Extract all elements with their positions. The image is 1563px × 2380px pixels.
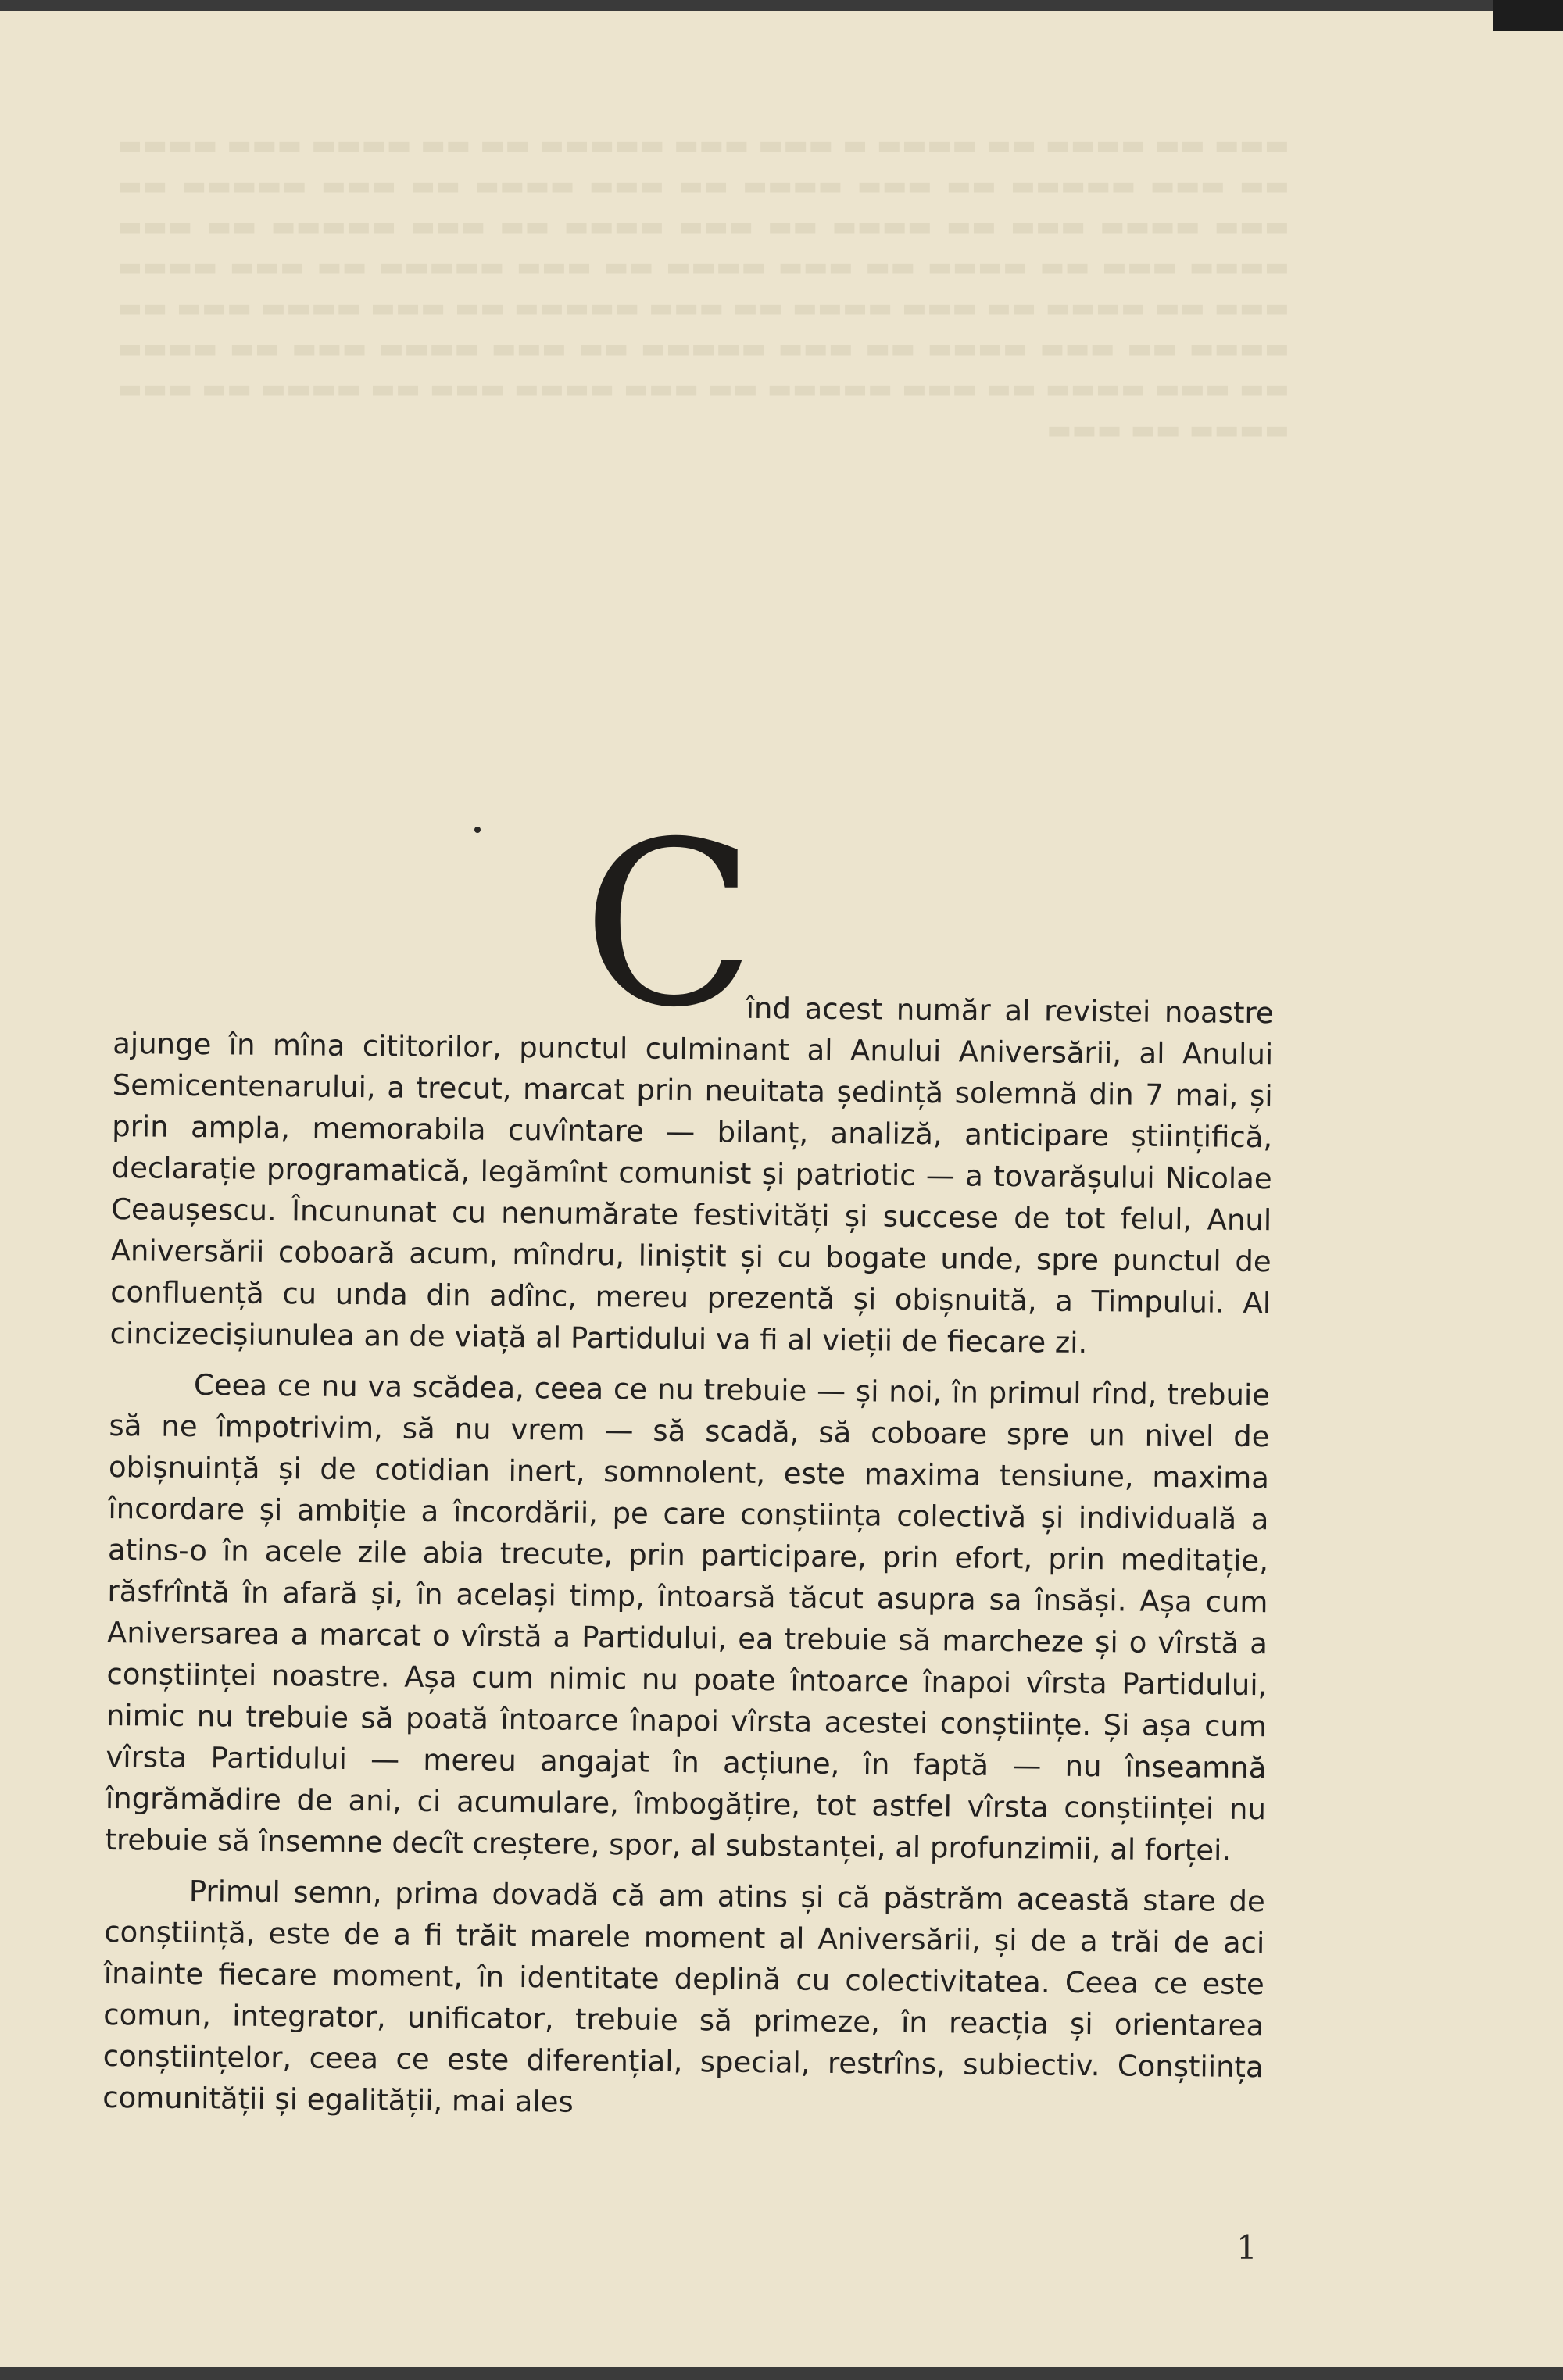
article-body [102, 981, 1274, 2139]
page-number: 1 [1236, 2228, 1257, 2267]
scan-corner-shadow [1493, 0, 1563, 31]
bleed-through-texture: ▬▬▬ ▬▬ ▬▬▬▬ ▬▬ ▬▬▬▬ ▬ ▬▬▬ ▬▬▬ ▬▬▬▬▬ ▬▬ ▬▬ ▬▬▬▬ ▬▬▬ ▬▬▬▬ ▬▬ ▬▬▬ ▬▬▬▬▬ ▬▬ ▬▬▬ ▬▬▬▬ ▬▬ ▬▬▬ ▬▬▬▬ ▬▬ ▬▬▬ ▬▬▬▬▬ ▬▬ ▬▬▬ ▬▬▬▬ ▬▬▬ ▬▬ ▬▬▬▬ ▬▬ ▬▬▬ ▬▬▬▬ ▬▬ ▬▬▬ ▬▬▬▬▬ ▬▬ ▬▬▬ ▬▬▬▬ ▬▬▬ ▬▬ ▬▬▬▬ ▬▬ ▬▬▬ ▬▬▬▬ ▬▬ ▬▬▬ ▬▬▬▬▬ ▬▬ ▬▬▬ ▬▬▬▬ ▬▬▬ ▬▬ ▬▬▬▬ ▬▬ ▬▬▬ ▬▬▬▬ ▬▬ ▬▬▬ ▬▬▬▬▬ ▬▬ ▬▬▬ ▬▬▬▬ ▬▬▬ ▬▬ ▬▬▬▬ ▬▬ ▬▬▬ ▬▬▬▬ ▬▬ ▬▬▬ ▬▬▬▬▬ ▬▬ ▬▬▬ ▬▬▬▬ ▬▬▬ ▬▬ ▬▬▬▬ ▬▬ ▬▬▬ ▬▬▬▬ ▬▬ ▬▬▬ ▬▬▬▬▬ ▬▬ ▬▬▬ ▬▬▬▬ ▬▬▬ ▬▬ ▬▬▬▬ ▬▬ ▬▬▬ ▬▬▬▬ ▬▬ ▬▬▬ [117, 130, 1289, 445]
ink-dot [474, 827, 481, 833]
scan-top-edge [0, 0, 1563, 11]
paragraph-2: Ceea ce nu va scădea, ceea ce nu trebuie — și noi, în primul rînd, trebuie să ne împotrivim, să nu vrem — să scadă, să coboare spre un nivel de obișnuință și de cotidian inert, somnolent, este maxima tensiune, maxima încordare și ambiție a încordării, pe care conștiința colectivă și individuală a atins-o în acele zile abia trecute, prin participare, prin efort, prin meditație, răsfrîntă în afară și, în același timp, întoarsă tăcut asupra sa însăși. Așa cum Aniversarea a marcat o vîrstă a Partidului, ea trebuie să marcheze și o vîrstă a conștiinței noastre. Așa cum nimic nu poate întoarce înapoi vîrsta Partidului, nimic nu trebuie să poată întoarce înapoi vîrsta acestei conștiințe. Și așa cum vîrsta Partidului — mereu angajat în acțiune, în faptă — nu înseamnă îngrămădire de ani, ci acumulare, îmbogățire, tot astfel vîrsta conștiinței nu trebuie să însemne decît creștere, spor, al substanței, al profunzimii, al forței. [105, 1368, 1271, 1867]
scan-bottom-edge [0, 2367, 1563, 2380]
paragraph-1: înd acest număr al revistei noastre ajunge în mîna cititorilor, punctul culminant al Anului Aniversării, al Anului Semicentenarului, a trecut, marcat prin neuitata ședință solemnă din 7 mai, și prin ampla, memorabila cuvîntare — bilanț, analiză, anticipare științifică, declarație programatică, legămînt comunist și patriotic — a tovarășului Nicolae Ceaușescu. Încununat cu nenumărate festivități și succese de tot felul, Anul Aniversării coboară acum, mîndru, liniștit și cu bogate unde, spre punctul de confluență cu unda din adînc, mereu prezentă și obișnuită, a Timpului. Al cincizecișiunulea an de viață al Partidului va fi al vieții de fiecare zi. [109, 991, 1274, 1360]
drop-cap: C [582, 794, 756, 1057]
paragraph-3: Primul semn, prima dovadă că am atins și că păstrăm această stare de conștiință, este de a fi trăit marele moment al Aniversării, și de a trăi de aci înainte fiecare moment, în identitate deplină cu colectivitatea. Ceea ce este comun, integrator, unificator, trebuie să primeze, în reacția și orientarea conștiințelor, ceea ce este diferențial, special, restrîns, subiectiv. Conștiința comunității și egalității, mai ales [102, 1874, 1265, 2119]
